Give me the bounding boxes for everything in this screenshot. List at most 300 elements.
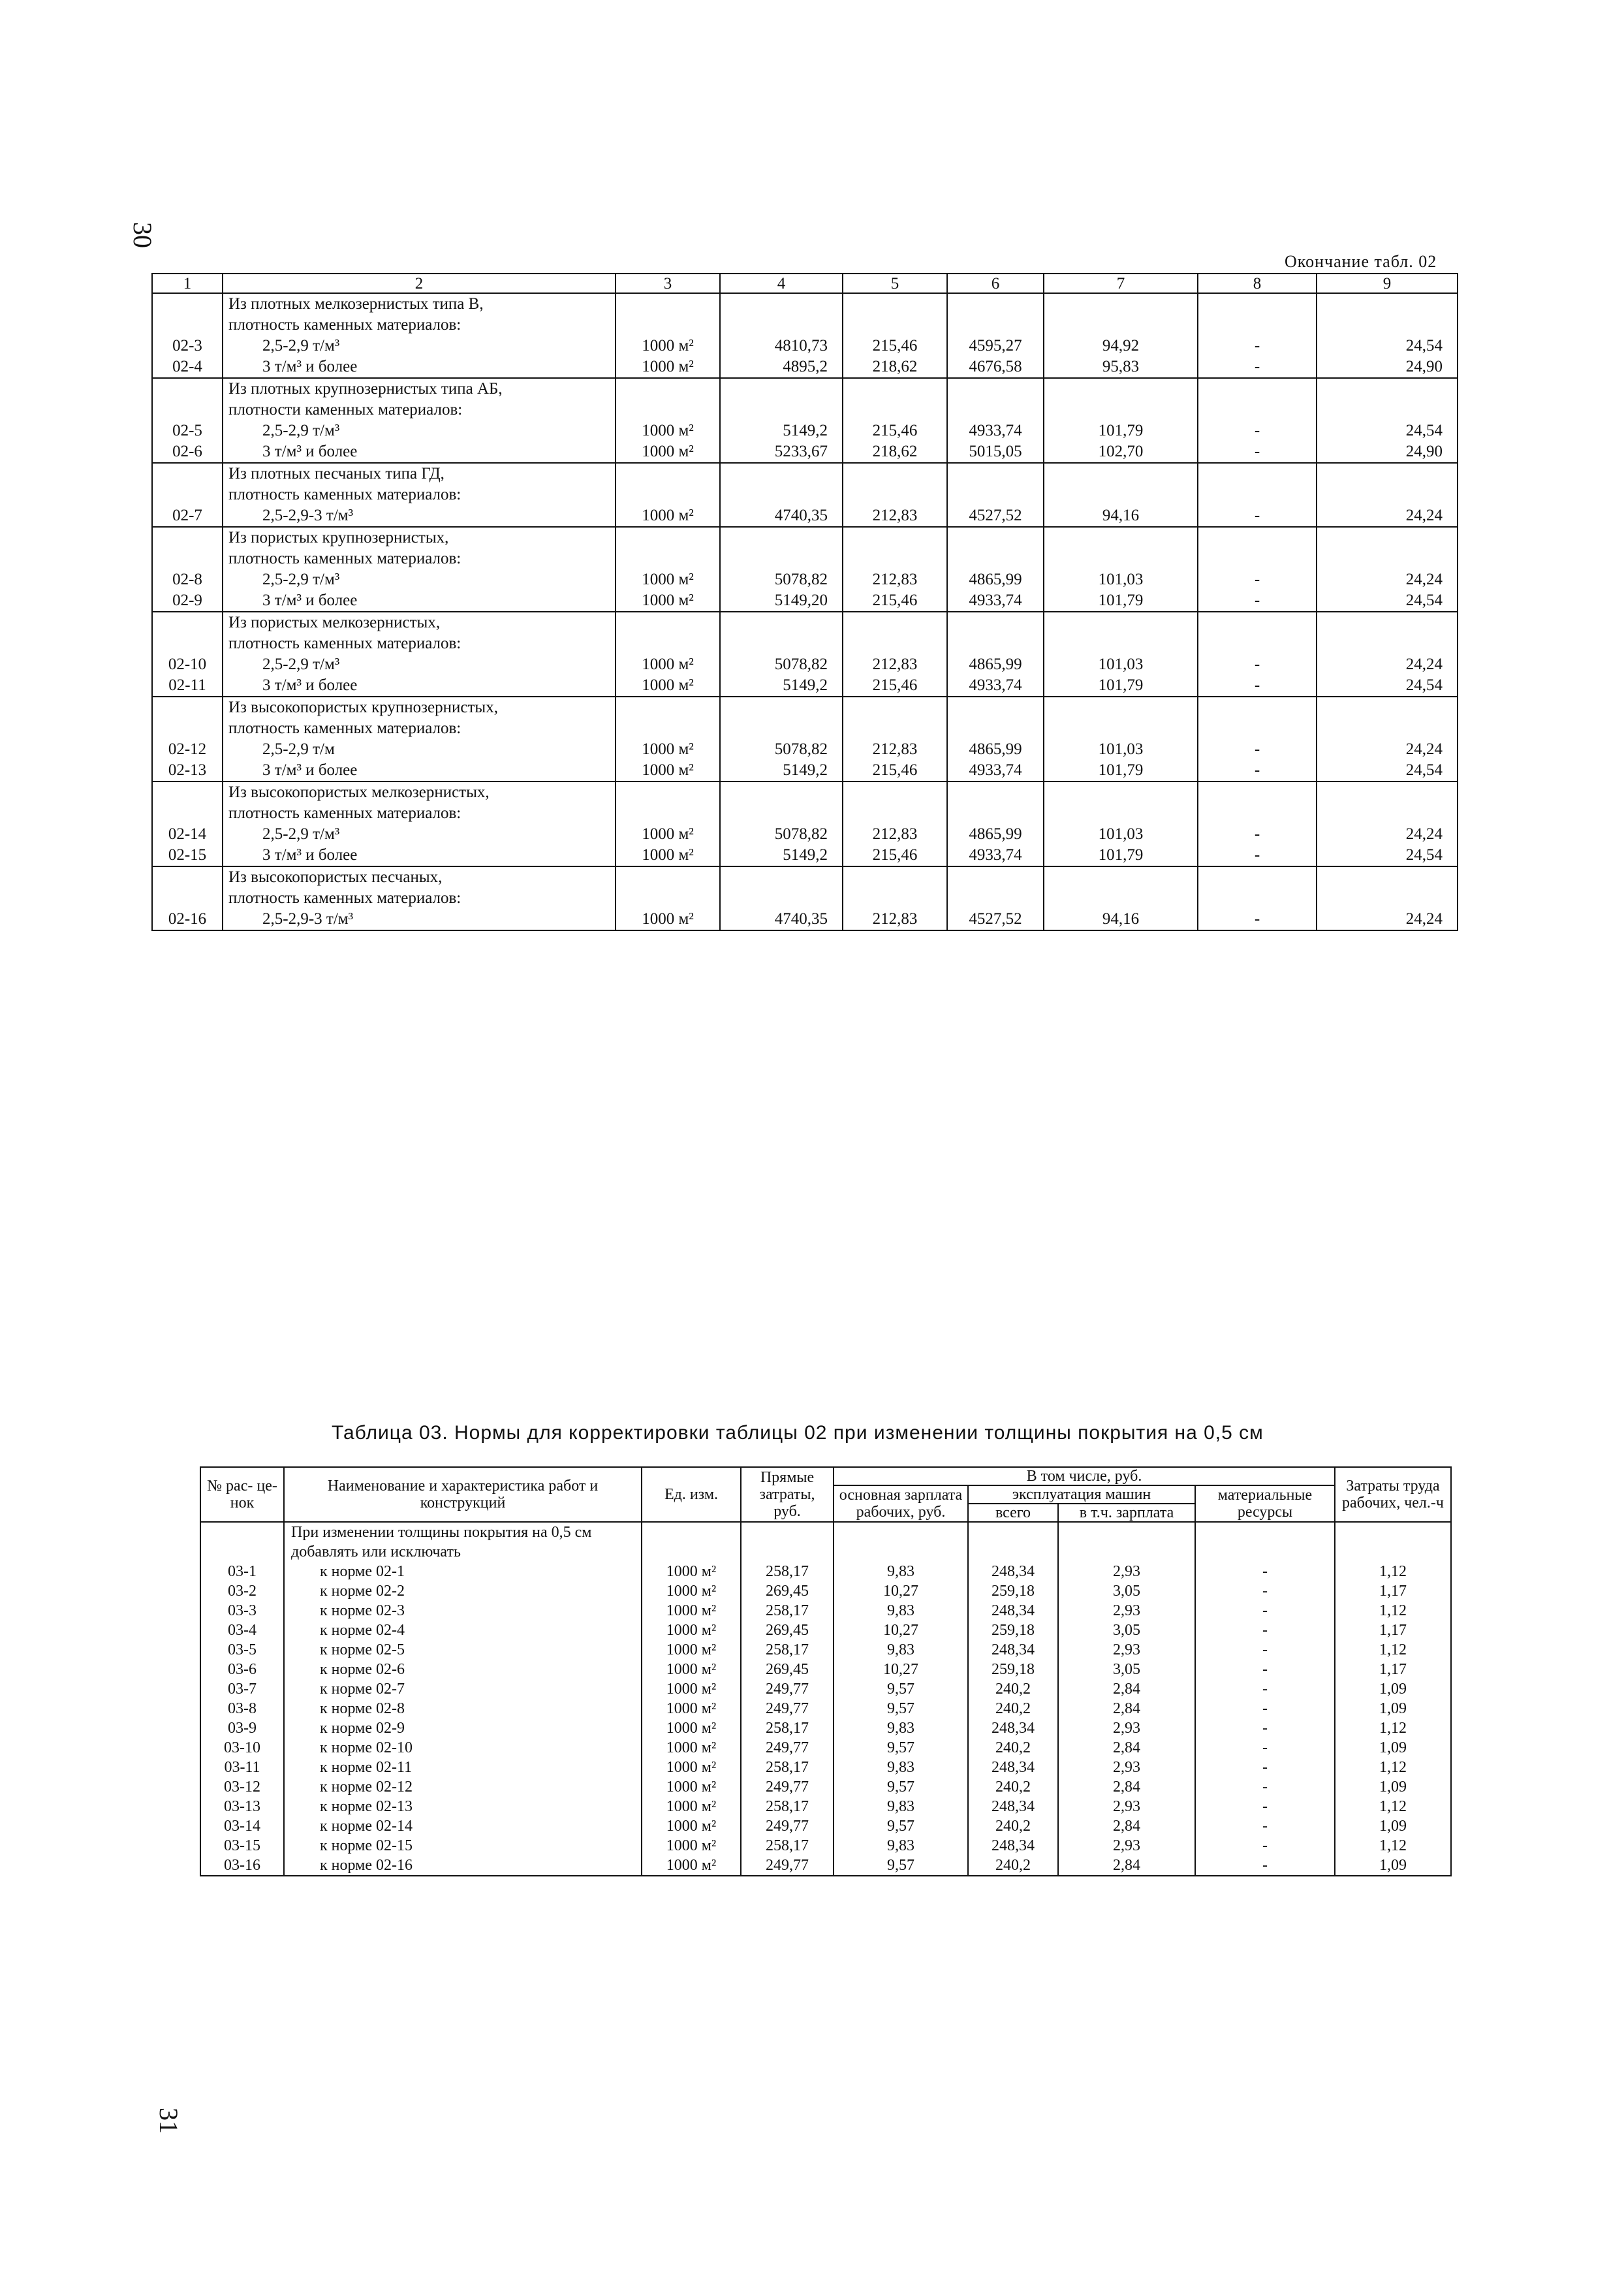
table02-code: 02-3 bbox=[152, 336, 223, 356]
table02-wages: 215,46 bbox=[843, 590, 947, 612]
table02-materials: - bbox=[1198, 505, 1317, 527]
empty-cell bbox=[968, 1522, 1058, 1562]
table03-header-materials: материальные ресурсы bbox=[1195, 1485, 1335, 1522]
empty-cell bbox=[741, 1522, 834, 1562]
empty-cell bbox=[1198, 463, 1317, 484]
table03-name: к норме 02-8 bbox=[284, 1699, 642, 1718]
table03-wages: 10,27 bbox=[834, 1621, 968, 1640]
table02-machines-total: 4933,74 bbox=[947, 760, 1044, 782]
table03-machines-wages: 3,05 bbox=[1058, 1621, 1195, 1640]
empty-cell bbox=[616, 633, 720, 654]
table02-unit: 1000 м² bbox=[616, 824, 720, 845]
table03-name: к норме 02-1 bbox=[284, 1562, 642, 1581]
table02-group-title-row bbox=[152, 888, 1458, 909]
table02-name: 3 т/м³ и более bbox=[223, 441, 616, 463]
empty-cell bbox=[1317, 400, 1458, 420]
empty-cell bbox=[1044, 527, 1198, 548]
table02-machines-total: 4527,52 bbox=[947, 505, 1044, 527]
empty-cell bbox=[843, 888, 947, 909]
table03-materials: - bbox=[1195, 1758, 1335, 1777]
empty-cell bbox=[1044, 612, 1198, 633]
table02-row bbox=[152, 654, 1458, 675]
table02-group-title: Из плотных крупнозернистых типа АБ, bbox=[223, 378, 616, 400]
table03-machines-total: 248,34 bbox=[968, 1758, 1058, 1777]
table02-name: 3 т/м³ и более bbox=[223, 356, 616, 378]
table03-machines-wages: 2,93 bbox=[1058, 1640, 1195, 1660]
table02-materials: - bbox=[1198, 654, 1317, 675]
table02-machines-wages: 101,79 bbox=[1044, 675, 1198, 697]
table02-row bbox=[152, 845, 1458, 866]
table03-machines-total: 240,2 bbox=[968, 1856, 1058, 1876]
table03-row bbox=[200, 1836, 1451, 1856]
table02-labor: 24,54 bbox=[1317, 590, 1458, 612]
table03-wages: 9,57 bbox=[834, 1816, 968, 1836]
table02-labor: 24,24 bbox=[1317, 824, 1458, 845]
table02-name: 3 т/м³ и более bbox=[223, 845, 616, 866]
table03-unit: 1000 м² bbox=[642, 1660, 741, 1679]
table03-labor: 1,09 bbox=[1335, 1816, 1451, 1836]
table02-materials: - bbox=[1198, 675, 1317, 697]
table03-machines-wages: 3,05 bbox=[1058, 1581, 1195, 1601]
table03-labor: 1,09 bbox=[1335, 1699, 1451, 1718]
table02-machines-wages: 102,70 bbox=[1044, 441, 1198, 463]
table02-machines-wages: 94,16 bbox=[1044, 505, 1198, 527]
table02-materials: - bbox=[1198, 420, 1317, 441]
empty-cell bbox=[152, 718, 223, 739]
empty-cell bbox=[843, 315, 947, 336]
empty-cell bbox=[616, 782, 720, 803]
table02-code: 02-9 bbox=[152, 590, 223, 612]
table02-group-title: плотность каменных материалов: bbox=[223, 484, 616, 505]
table03-unit: 1000 м² bbox=[642, 1797, 741, 1816]
table02-group-title-row bbox=[152, 315, 1458, 336]
table02-code: 02-12 bbox=[152, 739, 223, 760]
empty-cell bbox=[152, 612, 223, 633]
table03-labor: 1,09 bbox=[1335, 1679, 1451, 1699]
table02-machines-total: 4933,74 bbox=[947, 590, 1044, 612]
table03-code: 03-14 bbox=[200, 1816, 284, 1836]
table03-materials: - bbox=[1195, 1718, 1335, 1738]
empty-cell bbox=[947, 484, 1044, 505]
table03-labor: 1,17 bbox=[1335, 1621, 1451, 1640]
table03-row bbox=[200, 1699, 1451, 1718]
table03-code: 03-9 bbox=[200, 1718, 284, 1738]
table03-materials: - bbox=[1195, 1601, 1335, 1621]
table02-unit: 1000 м² bbox=[616, 909, 720, 930]
table02-group-title-row bbox=[152, 293, 1458, 315]
table02-name: 2,5-2,9 т/м³ bbox=[223, 569, 616, 590]
table03-machines-wages: 2,93 bbox=[1058, 1562, 1195, 1581]
empty-cell bbox=[1044, 718, 1198, 739]
table03-wages: 9,83 bbox=[834, 1562, 968, 1581]
empty-cell bbox=[1317, 378, 1458, 400]
table03-unit: 1000 м² bbox=[642, 1562, 741, 1581]
table02-direct: 4895,2 bbox=[720, 356, 843, 378]
table03-row bbox=[200, 1718, 1451, 1738]
table02-header-cell: 4 bbox=[720, 274, 843, 293]
table03-code: 03-6 bbox=[200, 1660, 284, 1679]
table02-row bbox=[152, 739, 1458, 760]
table03-intro-row bbox=[200, 1522, 1451, 1562]
table03-machines-wages: 2,93 bbox=[1058, 1836, 1195, 1856]
table02-name: 2,5-2,9 т/м³ bbox=[223, 420, 616, 441]
table02-unit: 1000 м² bbox=[616, 505, 720, 527]
table03-name: к норме 02-12 bbox=[284, 1777, 642, 1797]
empty-cell bbox=[1044, 400, 1198, 420]
empty-cell bbox=[843, 527, 947, 548]
table03-code: 03-1 bbox=[200, 1562, 284, 1581]
table02-wages: 212,83 bbox=[843, 824, 947, 845]
empty-cell bbox=[1044, 803, 1198, 824]
empty-cell bbox=[1317, 803, 1458, 824]
table03-machines-wages: 2,84 bbox=[1058, 1699, 1195, 1718]
table03-row bbox=[200, 1797, 1451, 1816]
table03-direct: 258,17 bbox=[741, 1758, 834, 1777]
table02-group-title: плотность каменных материалов: bbox=[223, 888, 616, 909]
table02-machines-total: 5015,05 bbox=[947, 441, 1044, 463]
table02-machines-wages: 95,83 bbox=[1044, 356, 1198, 378]
table02-machines-total: 4676,58 bbox=[947, 356, 1044, 378]
table03-row bbox=[200, 1562, 1451, 1581]
table02-header-cell: 2 bbox=[223, 274, 616, 293]
table02-unit: 1000 м² bbox=[616, 420, 720, 441]
table03-labor: 1,12 bbox=[1335, 1797, 1451, 1816]
table02-row bbox=[152, 760, 1458, 782]
empty-cell bbox=[843, 463, 947, 484]
table03-direct: 258,17 bbox=[741, 1562, 834, 1581]
table03-machines-wages: 2,84 bbox=[1058, 1777, 1195, 1797]
table03-unit: 1000 м² bbox=[642, 1856, 741, 1876]
empty-cell bbox=[947, 378, 1044, 400]
table03-labor: 1,12 bbox=[1335, 1562, 1451, 1581]
table02-materials: - bbox=[1198, 336, 1317, 356]
table02-continuation-label: Окончание табл. 02 bbox=[1285, 252, 1437, 271]
table03-header-total: всего bbox=[968, 1504, 1058, 1522]
empty-cell bbox=[947, 400, 1044, 420]
table03-machines-wages: 2,93 bbox=[1058, 1758, 1195, 1777]
table02-group-title: плотность каменных материалов: bbox=[223, 548, 616, 569]
table02-code: 02-16 bbox=[152, 909, 223, 930]
table02-group-title: Из пористых мелкозернистых, bbox=[223, 612, 616, 633]
table03-machines-total: 240,2 bbox=[968, 1679, 1058, 1699]
table03-wages: 9,57 bbox=[834, 1699, 968, 1718]
empty-cell bbox=[1198, 803, 1317, 824]
table03-unit: 1000 м² bbox=[642, 1836, 741, 1856]
empty-cell bbox=[720, 888, 843, 909]
table02-direct: 4740,35 bbox=[720, 505, 843, 527]
table03-name: к норме 02-13 bbox=[284, 1797, 642, 1816]
table02-name: 2,5-2,9 т/м³ bbox=[223, 654, 616, 675]
table03-wages: 10,27 bbox=[834, 1660, 968, 1679]
table03-labor: 1,12 bbox=[1335, 1640, 1451, 1660]
empty-cell bbox=[843, 484, 947, 505]
empty-cell bbox=[152, 463, 223, 484]
empty-cell bbox=[616, 293, 720, 315]
table03-materials: - bbox=[1195, 1738, 1335, 1758]
table03-direct: 269,45 bbox=[741, 1581, 834, 1601]
empty-cell bbox=[1317, 718, 1458, 739]
table03-unit: 1000 м² bbox=[642, 1601, 741, 1621]
empty-cell bbox=[720, 633, 843, 654]
table03-machines-total: 240,2 bbox=[968, 1777, 1058, 1797]
table03-wages: 9,57 bbox=[834, 1856, 968, 1876]
table02-row bbox=[152, 675, 1458, 697]
empty-cell bbox=[1198, 697, 1317, 718]
table02-name: 2,5-2,9-3 т/м³ bbox=[223, 505, 616, 527]
table03-machines-total: 259,18 bbox=[968, 1581, 1058, 1601]
table02-materials: - bbox=[1198, 739, 1317, 760]
empty-cell bbox=[1044, 697, 1198, 718]
table02-header-cell: 1 bbox=[152, 274, 223, 293]
empty-cell bbox=[616, 463, 720, 484]
table03-labor: 1,17 bbox=[1335, 1660, 1451, 1679]
table03-labor: 1,09 bbox=[1335, 1856, 1451, 1876]
empty-cell bbox=[1044, 888, 1198, 909]
table02-wages: 212,83 bbox=[843, 505, 947, 527]
table03-row bbox=[200, 1640, 1451, 1660]
table03-wages: 9,83 bbox=[834, 1601, 968, 1621]
table02-unit: 1000 м² bbox=[616, 654, 720, 675]
table02-group-title: плотность каменных материалов: bbox=[223, 633, 616, 654]
table02-direct: 5149,2 bbox=[720, 675, 843, 697]
table03-machines-wages: 2,93 bbox=[1058, 1797, 1195, 1816]
empty-cell bbox=[1058, 1522, 1195, 1562]
table02-group-title-row bbox=[152, 697, 1458, 718]
empty-cell bbox=[616, 888, 720, 909]
table02-header-cell: 8 bbox=[1198, 274, 1317, 293]
table02-name: 3 т/м³ и более bbox=[223, 760, 616, 782]
empty-cell bbox=[152, 484, 223, 505]
empty-cell bbox=[720, 293, 843, 315]
table02-labor: 24,24 bbox=[1317, 569, 1458, 590]
table03-caption: Таблица 03. Нормы для корректировки таблицы 02 при изменении толщины покрытия на 0,5 см bbox=[332, 1422, 1264, 1444]
table02-wages: 218,62 bbox=[843, 441, 947, 463]
empty-cell bbox=[1317, 527, 1458, 548]
table03-materials: - bbox=[1195, 1797, 1335, 1816]
empty-cell bbox=[843, 612, 947, 633]
empty-cell bbox=[152, 400, 223, 420]
table02-code: 02-14 bbox=[152, 824, 223, 845]
empty-cell bbox=[152, 315, 223, 336]
table02-unit: 1000 м² bbox=[616, 675, 720, 697]
table02-group-title-row bbox=[152, 484, 1458, 505]
table02-machines-wages: 101,03 bbox=[1044, 569, 1198, 590]
empty-cell bbox=[1198, 888, 1317, 909]
empty-cell bbox=[1198, 484, 1317, 505]
table03-labor: 1,17 bbox=[1335, 1581, 1451, 1601]
table03-materials: - bbox=[1195, 1699, 1335, 1718]
table02-row bbox=[152, 420, 1458, 441]
table03-machines-total: 248,34 bbox=[968, 1718, 1058, 1738]
table02-group-title-row bbox=[152, 400, 1458, 420]
table03-labor: 1,09 bbox=[1335, 1738, 1451, 1758]
table03-wages: 10,27 bbox=[834, 1581, 968, 1601]
table02-row bbox=[152, 569, 1458, 590]
table02-group-title: Из высокопористых мелкозернистых, bbox=[223, 782, 616, 803]
table02-group-title-row bbox=[152, 612, 1458, 633]
table02-group-title-row bbox=[152, 633, 1458, 654]
table02-unit: 1000 м² bbox=[616, 336, 720, 356]
table03-header-wages: основная зарплата рабочих, руб. bbox=[834, 1485, 968, 1522]
table03-direct: 269,45 bbox=[741, 1660, 834, 1679]
table03-wages: 9,83 bbox=[834, 1718, 968, 1738]
table02-machines-total: 4933,74 bbox=[947, 845, 1044, 866]
empty-cell bbox=[947, 293, 1044, 315]
empty-cell bbox=[947, 888, 1044, 909]
table03-labor: 1,12 bbox=[1335, 1836, 1451, 1856]
table03-name: к норме 02-3 bbox=[284, 1601, 642, 1621]
table02-header-cell: 3 bbox=[616, 274, 720, 293]
table02-group-title: плотность каменных материалов: bbox=[223, 315, 616, 336]
empty-cell bbox=[720, 782, 843, 803]
table02-labor: 24,54 bbox=[1317, 336, 1458, 356]
empty-cell bbox=[616, 866, 720, 888]
table03-code: 03-11 bbox=[200, 1758, 284, 1777]
table02-header-cell: 5 bbox=[843, 274, 947, 293]
table02-unit: 1000 м² bbox=[616, 760, 720, 782]
empty-cell bbox=[200, 1522, 284, 1562]
table03-machines-total: 248,34 bbox=[968, 1601, 1058, 1621]
table03-name: к норме 02-16 bbox=[284, 1856, 642, 1876]
table02-machines-total: 4865,99 bbox=[947, 569, 1044, 590]
empty-cell bbox=[843, 803, 947, 824]
table03-direct: 249,77 bbox=[741, 1777, 834, 1797]
empty-cell bbox=[1317, 463, 1458, 484]
table02-wages: 212,83 bbox=[843, 909, 947, 930]
table03-header-incl-wages: в т.ч. зарплата bbox=[1058, 1504, 1195, 1522]
empty-cell bbox=[1044, 633, 1198, 654]
table02-direct: 5078,82 bbox=[720, 824, 843, 845]
empty-cell bbox=[1044, 463, 1198, 484]
table03-row bbox=[200, 1601, 1451, 1621]
table02-group-title: Из высокопористых песчаных, bbox=[223, 866, 616, 888]
empty-cell bbox=[616, 612, 720, 633]
table03-machines-total: 248,34 bbox=[968, 1797, 1058, 1816]
table02-machines-wages: 101,79 bbox=[1044, 845, 1198, 866]
table02-machines-total: 4595,27 bbox=[947, 336, 1044, 356]
table03-direct: 249,77 bbox=[741, 1699, 834, 1718]
table03-wages: 9,57 bbox=[834, 1738, 968, 1758]
table03-header-name: Наименование и характеристика работ и конструкций bbox=[284, 1467, 642, 1522]
table03-machines-total: 240,2 bbox=[968, 1816, 1058, 1836]
table02-machines-wages: 94,92 bbox=[1044, 336, 1198, 356]
empty-cell bbox=[152, 378, 223, 400]
empty-cell bbox=[947, 527, 1044, 548]
empty-cell bbox=[843, 697, 947, 718]
table02-group-title-row bbox=[152, 527, 1458, 548]
empty-cell bbox=[720, 718, 843, 739]
empty-cell bbox=[152, 697, 223, 718]
empty-cell bbox=[843, 548, 947, 569]
empty-cell bbox=[616, 697, 720, 718]
table02-name: 2,5-2,9 т/м³ bbox=[223, 336, 616, 356]
empty-cell bbox=[1044, 548, 1198, 569]
table02-wages: 212,83 bbox=[843, 654, 947, 675]
table03-unit: 1000 м² bbox=[642, 1777, 741, 1797]
table03-header-labor: Затраты труда рабочих, чел.-ч bbox=[1335, 1467, 1451, 1522]
table02-machines-wages: 101,03 bbox=[1044, 739, 1198, 760]
table02-materials: - bbox=[1198, 824, 1317, 845]
table03-machines-wages: 2,84 bbox=[1058, 1679, 1195, 1699]
table03-wages: 9,83 bbox=[834, 1797, 968, 1816]
table02-body bbox=[152, 293, 1458, 930]
table03-direct: 249,77 bbox=[741, 1679, 834, 1699]
table02-group-title-row bbox=[152, 548, 1458, 569]
empty-cell bbox=[616, 315, 720, 336]
empty-cell bbox=[720, 803, 843, 824]
empty-cell bbox=[616, 484, 720, 505]
table03-machines-total: 248,34 bbox=[968, 1640, 1058, 1660]
table03-wages: 9,83 bbox=[834, 1640, 968, 1660]
empty-cell bbox=[616, 378, 720, 400]
empty-cell bbox=[947, 803, 1044, 824]
table02-code: 02-11 bbox=[152, 675, 223, 697]
empty-cell bbox=[616, 718, 720, 739]
table02-materials: - bbox=[1198, 356, 1317, 378]
table02-unit: 1000 м² bbox=[616, 590, 720, 612]
table03-name: к норме 02-7 bbox=[284, 1679, 642, 1699]
empty-cell bbox=[616, 527, 720, 548]
table03-name: к норме 02-14 bbox=[284, 1816, 642, 1836]
table03-unit: 1000 м² bbox=[642, 1621, 741, 1640]
table02-machines-total: 4933,74 bbox=[947, 420, 1044, 441]
empty-cell bbox=[720, 484, 843, 505]
table02-labor: 24,90 bbox=[1317, 356, 1458, 378]
table02-row bbox=[152, 505, 1458, 527]
table02-name: 3 т/м³ и более bbox=[223, 590, 616, 612]
table03-materials: - bbox=[1195, 1856, 1335, 1876]
table02-wages: 212,83 bbox=[843, 569, 947, 590]
table03-code: 03-10 bbox=[200, 1738, 284, 1758]
empty-cell bbox=[1198, 293, 1317, 315]
empty-cell bbox=[843, 782, 947, 803]
table03-name: к норме 02-4 bbox=[284, 1621, 642, 1640]
table02-machines-wages: 101,03 bbox=[1044, 654, 1198, 675]
page-number-top: 30 bbox=[128, 222, 157, 248]
table02-direct: 5149,20 bbox=[720, 590, 843, 612]
table03-unit: 1000 м² bbox=[642, 1679, 741, 1699]
table02-labor: 24,54 bbox=[1317, 845, 1458, 866]
table02-labor: 24,54 bbox=[1317, 675, 1458, 697]
table03-wages: 9,57 bbox=[834, 1679, 968, 1699]
table03-unit: 1000 м² bbox=[642, 1816, 741, 1836]
empty-cell bbox=[834, 1522, 968, 1562]
table02-wages: 215,46 bbox=[843, 845, 947, 866]
table03-unit: 1000 м² bbox=[642, 1699, 741, 1718]
table02-group-title: Из плотных песчаных типа ГД, bbox=[223, 463, 616, 484]
empty-cell bbox=[1044, 378, 1198, 400]
table02-machines-total: 4527,52 bbox=[947, 909, 1044, 930]
table03-materials: - bbox=[1195, 1621, 1335, 1640]
empty-cell bbox=[720, 548, 843, 569]
empty-cell bbox=[947, 315, 1044, 336]
table02-header-cell: 7 bbox=[1044, 274, 1198, 293]
table02-labor: 24,90 bbox=[1317, 441, 1458, 463]
table02-code: 02-6 bbox=[152, 441, 223, 463]
empty-cell bbox=[947, 633, 1044, 654]
table02-group-title: плотность каменных материалов: bbox=[223, 803, 616, 824]
table03-direct: 269,45 bbox=[741, 1621, 834, 1640]
table03-row bbox=[200, 1621, 1451, 1640]
table03-row bbox=[200, 1738, 1451, 1758]
table02-row bbox=[152, 441, 1458, 463]
table03-name: к норме 02-2 bbox=[284, 1581, 642, 1601]
table02-direct: 5078,82 bbox=[720, 654, 843, 675]
table03-name: к норме 02-10 bbox=[284, 1738, 642, 1758]
table03-machines-wages: 2,93 bbox=[1058, 1601, 1195, 1621]
empty-cell bbox=[720, 866, 843, 888]
table03-direct: 258,17 bbox=[741, 1601, 834, 1621]
